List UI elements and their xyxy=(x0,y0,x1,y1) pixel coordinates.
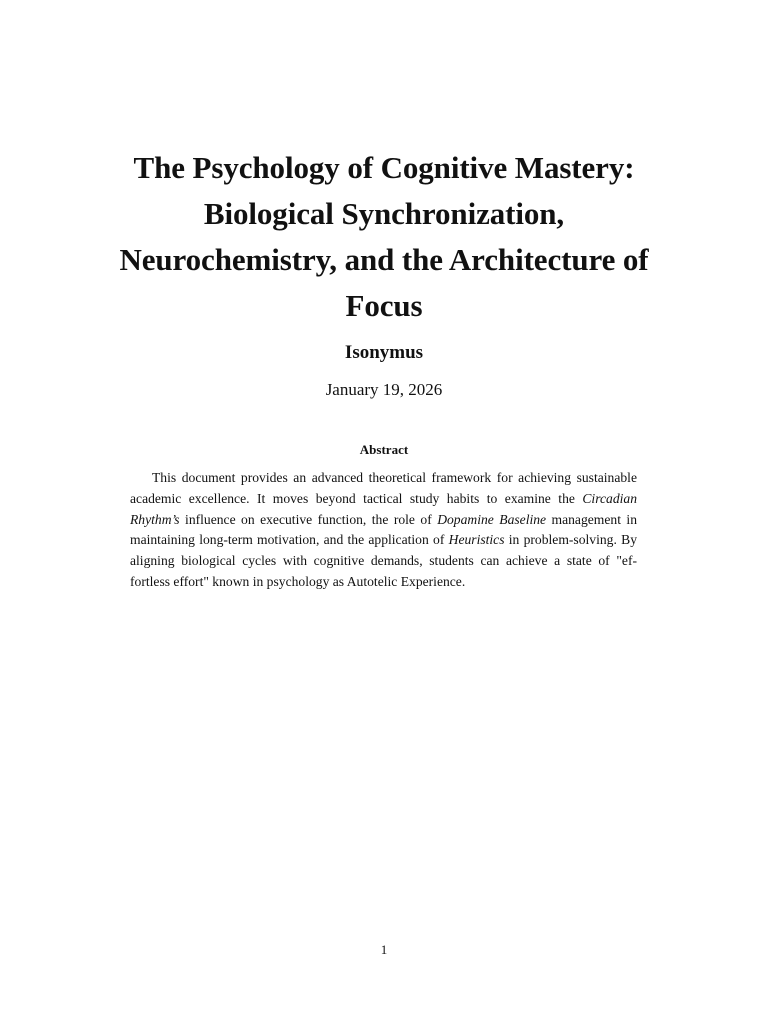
title-line-3: Neurochemistry, and the Architecture of xyxy=(119,242,649,277)
abstract-text-3: management in maintaining long-term motivation, and the application of xyxy=(130,511,637,548)
page-number: 1 xyxy=(380,942,388,957)
abstract-term-circadian-rhythm: Circadian Rhythm’s xyxy=(130,490,637,527)
abstract-text-1: This document provides an advanced theoretical framework for achieving sustainable academic excellence. It moves beyond tactical study habits to examine the xyxy=(130,470,637,506)
abstract-term-dopamine-baseline: Dopamine Baseline xyxy=(437,511,547,527)
title-block xyxy=(90,145,678,329)
document-date: January 19, 2026 xyxy=(325,380,443,399)
title-line-2: Biological Synchronization, xyxy=(203,196,565,231)
abstract-term-heuristics: Heuristics xyxy=(448,532,505,548)
abstract-heading: Abstract xyxy=(359,442,409,457)
document-title xyxy=(90,145,678,329)
title-line-1: The Psychology of Cognitive Mastery: xyxy=(133,150,635,185)
abstract-body xyxy=(130,468,637,593)
author-name: Isonymus xyxy=(344,342,424,363)
title-line-4: Focus xyxy=(345,288,423,323)
abstract-text-4: in problem-solving. By aligning biological cycles with cognitive demands, students can achieve a state of "ef-fortless effort" known in psychology as Autotelic Experience. xyxy=(130,532,637,589)
abstract-text-2: influence on executive function, the role of xyxy=(179,511,438,527)
